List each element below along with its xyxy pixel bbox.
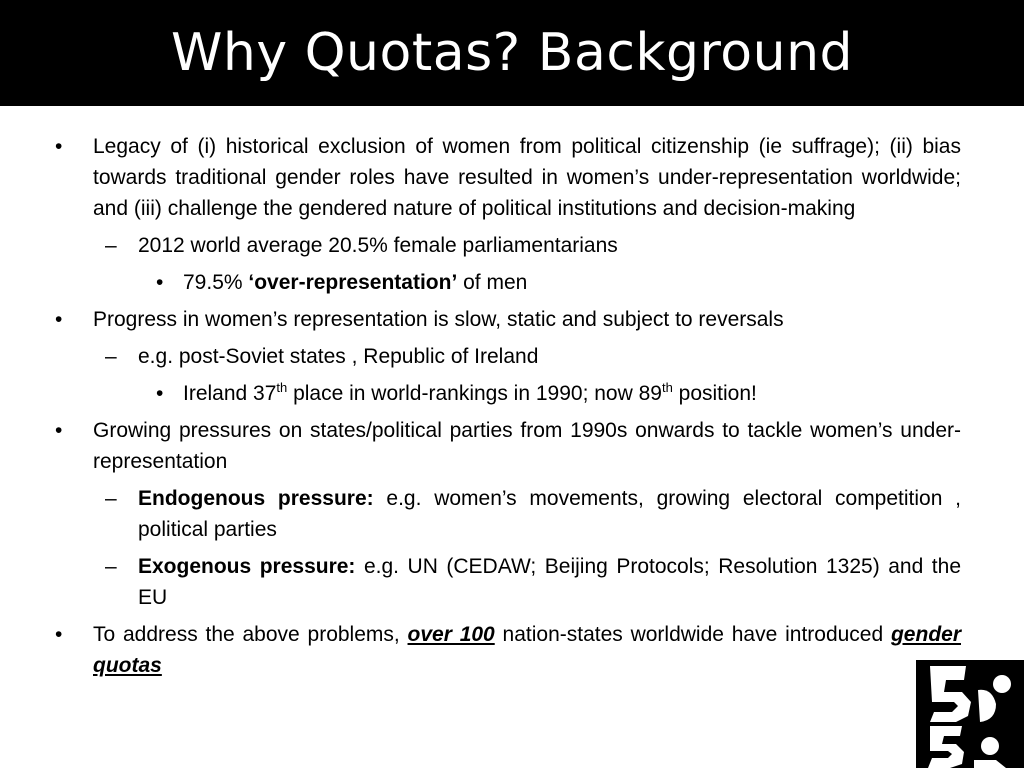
dash-marker: – [105,555,117,578]
bullet-text-2: place in world-rankings in 1990; now 89 [287,382,662,405]
bullet-text: Progress in women’s representation is slow, static and subject to reversals [93,308,784,331]
bullet-text-1: Ireland 37 [183,382,277,405]
bullet-marker: • [156,382,164,405]
bullet-text-3: position! [672,382,757,405]
bullet-text-pre: 79.5% [183,271,249,294]
bullet-text: e.g. women’s movements, growing electoral competition , political parties [138,487,961,541]
bullet-text: e.g. UN (CEDAW; Beijing Protocols; Resolution 1325) and the EU [138,555,961,609]
5050-logo-icon [916,660,1024,768]
sub-bullet-exogenous [55,551,961,613]
bullet-marker: • [55,623,63,646]
dash-marker: – [105,345,117,368]
bullet-progress [55,304,961,335]
bullet-marker: • [55,135,63,158]
emphasis-over-100: over 100 [407,623,495,646]
superscript-th: th [661,380,673,395]
bullet-marker: • [55,308,63,331]
bullet-text-bold: ‘over-representation’ [248,271,458,294]
bullet-growing-pressures [55,415,961,477]
bullet-text: e.g. post-Soviet states , Republic of Ireland [138,345,539,368]
bullet-text-bold: Endogenous pressure: [138,487,374,510]
sub-sub-bullet-over-representation [55,267,961,298]
slide-title: Why Quotas? Background [170,23,854,83]
bullet-text-pre: To address the above problems, [93,623,408,646]
emphasis-gender-quotas: gender quotas [93,623,961,677]
bullet-address [55,619,961,681]
bullet-text: Legacy of (i) historical exclusion of women from political citizenship (ie suffrage); (ii) bias towards traditional gender roles have resulted in women’s under-representation worldwide; and (iii) challenge the gendered nature of political institutions and decision-making [93,135,961,220]
dash-marker: – [105,487,117,510]
bullet-text: 2012 world average 20.5% female parliamentarians [138,234,618,257]
dash-marker: – [105,234,117,257]
title-bar [0,0,1024,106]
bullet-text: Growing pressures on states/political parties from 1990s onwards to tackle women’s under-representation [93,419,961,473]
sub-bullet-world-average [55,230,961,261]
bullet-text-mid: nation-states worldwide have introduced [494,623,891,646]
bullet-marker: • [156,271,164,294]
sub-sub-bullet-ireland [55,378,961,409]
sub-bullet-endogenous [55,483,961,545]
bullet-text-post: of men [457,271,528,294]
bullet-text-bold: Exogenous pressure: [138,555,356,578]
sub-bullet-examples [55,341,961,372]
superscript-th: th [276,380,288,395]
logo-graphic [916,660,1024,768]
slide-content [55,131,961,681]
bullet-legacy [55,131,961,224]
bullet-marker: • [55,419,63,442]
